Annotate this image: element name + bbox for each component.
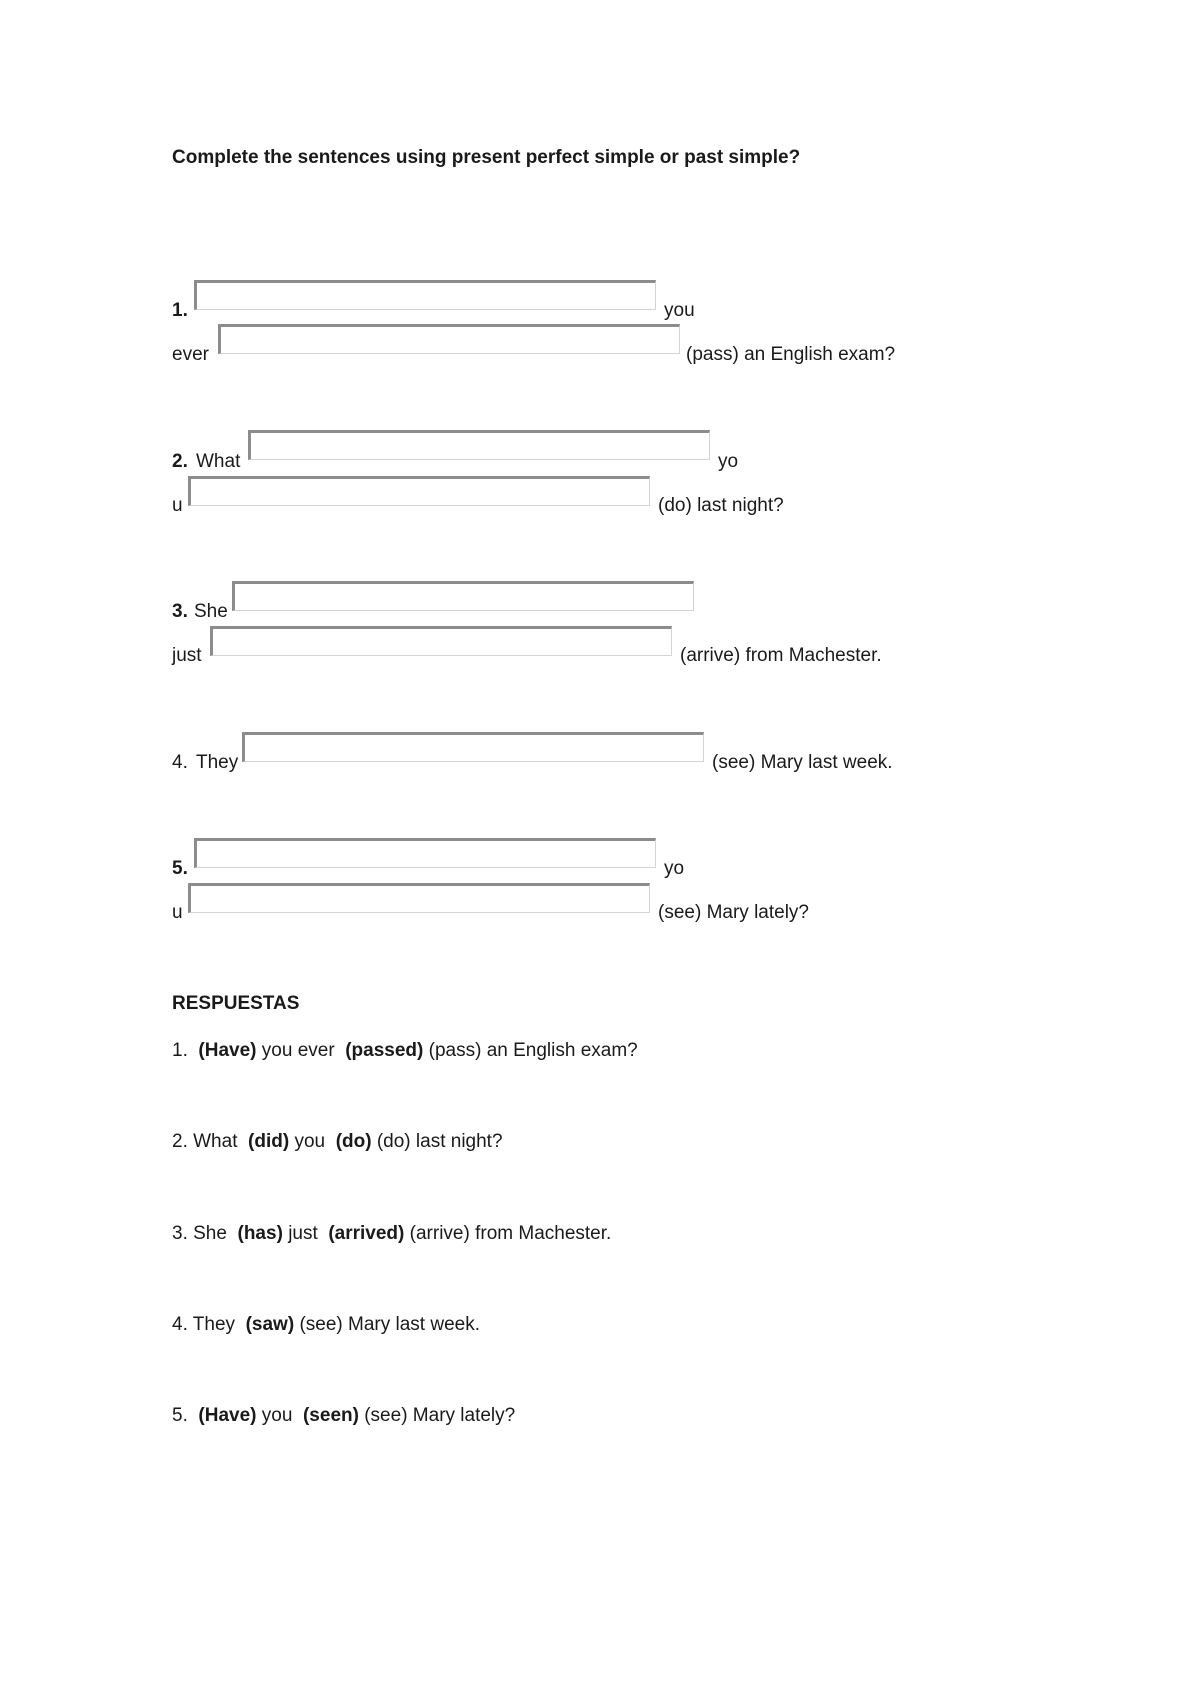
- sentence-text: yo: [664, 858, 685, 879]
- page-title: Complete the sentences using present perfect simple or past simple?: [172, 147, 801, 168]
- question-number: 5.: [172, 858, 188, 879]
- sentence-text: ever: [172, 344, 209, 365]
- answer-input-3a[interactable]: [232, 581, 694, 611]
- answer-word: (saw): [245, 1314, 295, 1335]
- sentence-text: u: [172, 495, 183, 516]
- sentence-text: (do) last night?: [658, 495, 784, 516]
- answer-text: (pass) an English exam?: [428, 1040, 638, 1061]
- answer-input-2a[interactable]: [248, 430, 710, 460]
- answer-word: (seen): [302, 1405, 359, 1426]
- sentence-text: (pass) an English exam?: [686, 344, 896, 365]
- sentence-text: (see) Mary lately?: [658, 902, 809, 923]
- answer-text: just: [288, 1223, 318, 1244]
- answer-input-5b[interactable]: [188, 883, 650, 913]
- answer-line-1: [172, 1040, 638, 1062]
- sentence-text: They: [196, 752, 239, 773]
- sentence-text: What: [196, 451, 241, 472]
- answer-text: (do) last night?: [376, 1131, 503, 1152]
- answer-word: (arrived): [328, 1223, 405, 1244]
- question-number: 2.: [172, 451, 188, 472]
- answer-word: (passed): [345, 1040, 424, 1061]
- answer-input-2b[interactable]: [188, 476, 650, 506]
- answer-word: (do): [335, 1131, 372, 1152]
- answer-number: 1.: [172, 1040, 188, 1061]
- answer-input-1a[interactable]: [194, 280, 656, 310]
- sentence-text: (arrive) from Machester.: [680, 645, 882, 666]
- answer-word: (has): [237, 1223, 283, 1244]
- answer-input-4a[interactable]: [242, 732, 704, 762]
- answer-line-4: [172, 1314, 480, 1336]
- answer-input-3b[interactable]: [210, 626, 672, 656]
- sentence-text: just: [172, 645, 202, 666]
- answer-text: (arrive) from Machester.: [409, 1223, 612, 1244]
- answer-input-1b[interactable]: [218, 324, 680, 354]
- answer-word: (Have): [198, 1405, 257, 1426]
- answer-text: you: [261, 1405, 293, 1426]
- answer-text: you: [294, 1131, 326, 1152]
- answers-heading: RESPUESTAS: [172, 993, 300, 1014]
- sentence-text: you: [664, 300, 695, 321]
- answer-text: (see) Mary last week.: [299, 1314, 480, 1335]
- sentence-text: u: [172, 902, 183, 923]
- answer-text: 2. What: [172, 1131, 238, 1152]
- sentence-text: She: [194, 601, 228, 622]
- answer-number: 5.: [172, 1405, 188, 1426]
- question-number: 4.: [172, 752, 188, 773]
- sentence-text: (see) Mary last week.: [712, 752, 893, 773]
- answer-text: 3. She: [172, 1223, 227, 1244]
- answer-word: (did): [248, 1131, 290, 1152]
- answer-input-5a[interactable]: [194, 838, 656, 868]
- answer-text: you ever: [261, 1040, 335, 1061]
- answer-line-2: [172, 1131, 503, 1153]
- answer-line-3: [172, 1223, 611, 1245]
- answer-line-5: [172, 1405, 515, 1427]
- answer-text: 4. They: [172, 1314, 236, 1335]
- answer-text: (see) Mary lately?: [364, 1405, 516, 1426]
- sentence-text: yo: [718, 451, 739, 472]
- question-number: 1.: [172, 300, 188, 321]
- question-number: 3.: [172, 601, 188, 622]
- answer-word: (Have): [198, 1040, 257, 1061]
